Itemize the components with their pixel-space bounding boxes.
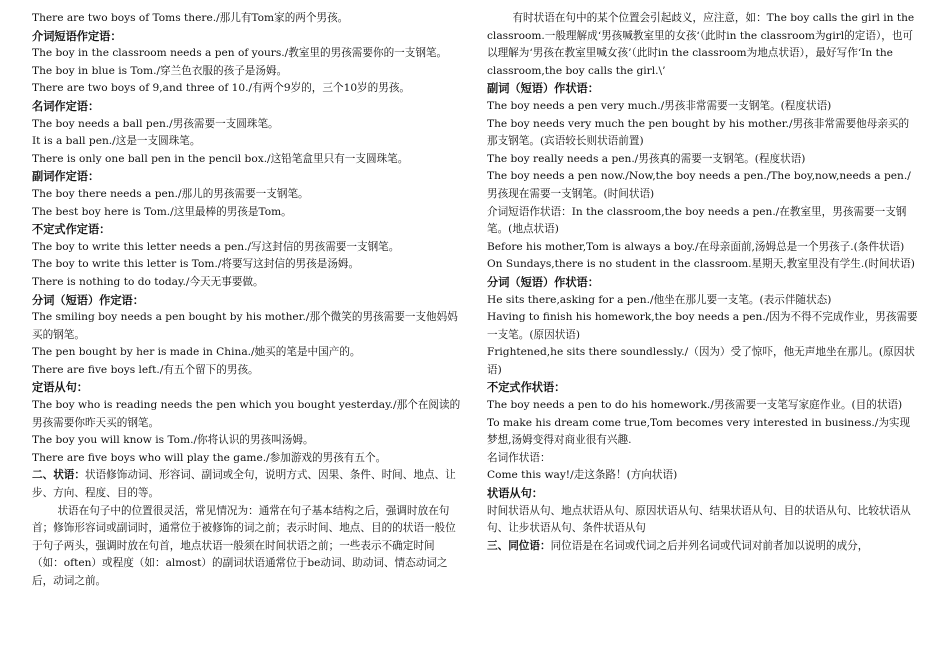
example-line: There is nothing to do today./今天无事要做。 [32, 275, 264, 288]
right-column [487, 10, 918, 555]
paragraph: 状语在句子中的位置很灵活，常见情况为：通常在句子基本结构之后，强调时放在句首；修饰形容词或副词时，通常位于被修饰的词之前；表示时间、地点、目的的状语一般位于句子两头，强调时放在句首，地点状语一般须在时间状语之前；一些表示不确定时间（如：often）或程度（如：almost）的副词状语通常位于be动词、助动词、情态动词之后，动词之前。 [32, 504, 456, 587]
example-line: 介词短语作状语：In the classroom,the boy needs a pen./在教室里，男孩需要一支钢笔。(地点状语) [487, 205, 907, 236]
example-line: Come this way!/走这条路！(方向状语) [487, 469, 678, 482]
paragraph: 有时状语在句中的某个位置会引起歧义，应注意，如：The boy calls the girl in the classroom.一般理解成‘男孩喊教室里的女孩‘（此时in the classroom为girl的定语），也可以理解为‘男孩在教室里喊女孩’（此时in the classroom为地点状语），最好写作‘In the classroom,the boy calls the girl.\’ [487, 12, 915, 77]
example-line: Frightened,he sits there soundlessly./（因为）受了惊吓，他无声地坐在那儿。(原因状语) [487, 346, 915, 376]
left-column [32, 10, 466, 591]
example-line: There are two boys of 9,and three of 10./有两个9岁的，三个10岁的男孩。 [32, 82, 411, 95]
example-line: The smiling boy needs a pen bought by his mother./那个微笑的男孩需要一支他妈妈买的钢笔。 [32, 311, 458, 341]
example-line: The best boy here is Tom./这里最棒的男孩是Tom。 [32, 205, 292, 218]
example-line: The boy you will know is Tom./你将认识的男孩叫汤姆。 [32, 434, 314, 447]
section-title: 同位语： [508, 539, 551, 552]
section-heading: 状语从句： [487, 487, 543, 501]
section-heading: 介词短语作定语： [32, 29, 122, 43]
section-number: 三、 [487, 539, 509, 552]
example-line: There are two boys of Toms there./那儿有Tom家的两个男孩。 [32, 12, 349, 24]
example-line: There is only one ball pen in the pencil box./这铅笔盒里只有一支圆珠笔。 [32, 152, 409, 165]
section-title: 状语： [53, 469, 85, 482]
example-line: The pen bought by her is made in China./她买的笔是中国产的。 [32, 346, 361, 359]
example-line: The boy needs very much the pen bought by his mother./男孩非常需要他母亲买的那支钢笔。(宾语较长则状语前置) [487, 117, 910, 148]
section-body: 同位语是在名词或代词之后并列名词或代词对前者加以说明的成分， [550, 539, 869, 552]
example-line: Before his mother,Tom is always a boy./在母亲面前,汤姆总是一个男孩子.(条件状语) [487, 240, 905, 253]
major-section [32, 467, 466, 502]
example-line: Having to finish his homework,the boy needs a pen./因为不得不完成作业，男孩需要一支笔。(原因状语) [487, 311, 918, 341]
example-line: The boy to write this letter needs a pen./写这封信的男孩需要一支钢笔。 [32, 240, 400, 253]
example-line: The boy in the classroom needs a pen of yours./教室里的男孩需要你的一支钢笔。 [32, 47, 448, 60]
example-line: It is a ball pen./这是一支圆珠笔。 [32, 135, 201, 148]
section-heading: 副词（短语）作状语： [487, 82, 599, 96]
example-line: The boy needs a pen very much./男孩非常需要一支钢笔。(程度状语) [487, 99, 832, 112]
section-heading: 不定式作状语： [487, 381, 566, 395]
example-line: He sits there,asking for a pen./他坐在那儿要一支笔。(表示伴随状态) [487, 293, 832, 306]
section-heading: 分词（短语）作定语： [32, 293, 144, 307]
example-line: The boy there needs a pen./那儿的男孩需要一支钢笔。 [32, 187, 309, 200]
section-heading: 名词作定语： [32, 99, 100, 113]
example-line: The boy to write this letter is Tom./将要写这封信的男孩是汤姆。 [32, 258, 360, 271]
example-line: The boy really needs a pen./男孩真的需要一支钢笔。(程度状语) [487, 152, 806, 165]
example-line: The boy who is reading needs the pen which you bought yesterday./那个在阅读的男孩需要你昨天买的钢笔。 [32, 399, 461, 429]
example-line: There are five boys left./有五个留下的男孩。 [32, 363, 259, 376]
section-number: 二、 [32, 469, 54, 482]
example-line: The boy needs a pen now./Now,the boy needs a pen./The boy,now,needs a pen./男孩现在需要一支钢笔。(时间状语) [487, 170, 911, 200]
section-heading: 副词作定语： [32, 170, 100, 184]
example-line: The boy needs a pen to do his homework./男孩需要一支笔写家庭作业。(目的状语) [487, 399, 903, 412]
example-line: On Sundays,there is no student in the classroom.星期天,教室里没有学生.(时间状语) [487, 258, 915, 271]
example-line: There are five boys who will play the game./参加游戏的男孩有五个。 [32, 451, 387, 464]
example-line: 时间状语从句、地点状语从句、原因状语从句、结果状语从句、目的状语从句、比较状语从句、让步状语从句、条件状语从句 [487, 504, 911, 535]
example-line: 名词作状语： [487, 451, 551, 464]
section-body: 状语修饰动词、形容词、副词或全句，说明方式、因果、条件、时间、地点、让步、方向、程度、目的等。 [32, 469, 456, 500]
example-line: The boy needs a ball pen./男孩需要一支圆珠笔。 [32, 117, 279, 130]
section-heading: 定语从句： [32, 381, 88, 395]
example-line: To make his dream come true,Tom becomes very interested in business./为实现梦想,汤姆变得对商业很有兴趣. [487, 416, 911, 447]
section-heading: 分词（短语）作状语： [487, 275, 599, 289]
section-heading: 不定式作定语： [32, 223, 111, 237]
major-section [487, 538, 918, 556]
example-line: The boy in blue is Tom./穿兰色衣服的孩子是汤姆。 [32, 64, 288, 77]
